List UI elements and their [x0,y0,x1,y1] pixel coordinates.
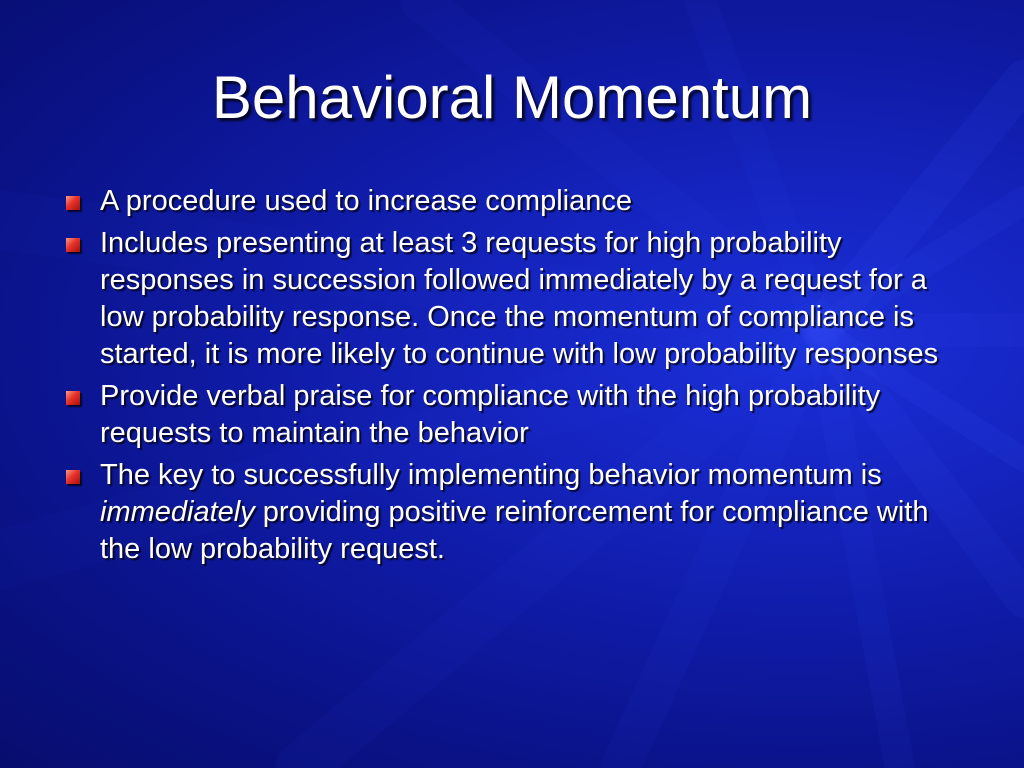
bullet-text-after: providing positive reinforcement for compliance with the low probability request. [100,496,929,565]
red-square-bullet-icon [66,196,80,210]
bullet-item [64,225,964,373]
bullet-text: Provide verbal praise for compliance with the high probability requests to maintain the behavior [100,380,881,449]
bullet-list [64,183,964,573]
bullet-item [64,457,964,568]
bullet-emphasis: immediately [100,496,255,528]
bullet-item [64,183,964,220]
bullet-text: Includes presenting at least 3 requests for high probability responses in succession followed immediately by a request for a low probability response. Once the momentum of compliance is started, it is more likely to continue with low probability responses [100,227,939,370]
bullet-item [64,378,964,452]
bullet-text-before: The key to successfully implementing behavior momentum is [100,459,882,491]
slide-title: Behavioral Momentum [211,64,813,131]
red-square-bullet-icon [66,238,80,252]
red-square-bullet-icon [66,470,80,484]
red-square-bullet-icon [66,391,80,405]
bullet-text: A procedure used to increase compliance [100,185,632,217]
